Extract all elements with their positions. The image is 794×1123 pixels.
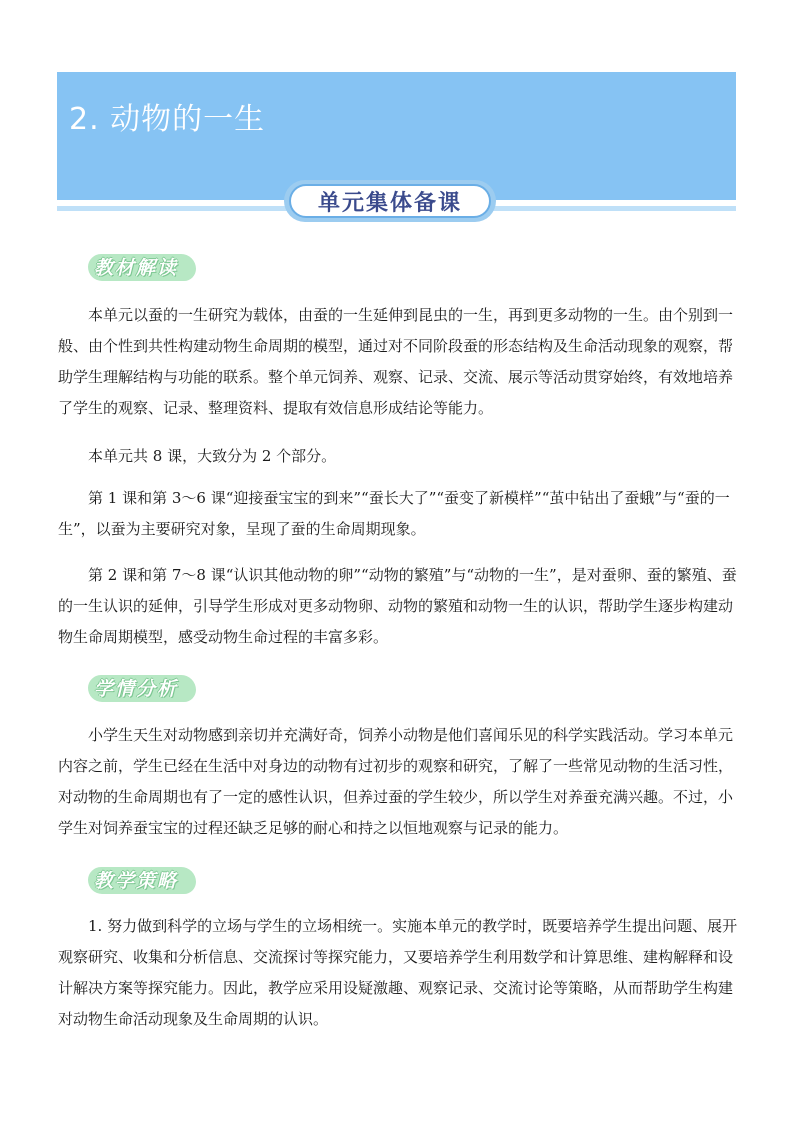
- paragraph: 本单元以蚕的一生研究为载体，由蚕的一生延伸到昆虫的一生，再到更多动物的一生。由个别到一般、由个性到共性构建动物生命周期的模型，通过对不同阶段蚕的形态结构及生命活动现象的观察，帮助学生理解结构与功能的联系。整个单元饲养、观察、记录、交流、展示等活动贯穿始终，有效地培养了学生的观察、记录、整理资料、提取有效信息形成结论等能力。: [58, 306, 734, 417]
- chapter-title: 2. 动物的一生: [69, 102, 266, 137]
- paragraph: 1. 努力做到科学的立场与学生的立场相统一。实施本单元的教学时，既要培养学生提出问题、展开观察研究、收集和分析信息、交流探讨等探究能力，又要培养学生利用数学和计算思维、建构解释和设计解决方案等探究能力。因此，教学应采用设疑激趣、观察记录、交流讨论等策略，从而帮助学生构建对动物生命活动现象及生命周期的认识。: [58, 917, 738, 1028]
- paragraph: 本单元共 8 课，大致分为 2 个部分。: [88, 447, 337, 465]
- paragraph: 小学生天生对动物感到亲切并充满好奇，饲养小动物是他们喜闻乐见的科学实践活动。学习本单元内容之前，学生已经在生活中对身边的动物有过初步的观察和研究，了解了一些常见动物的生活习性，对动物的生命周期也有了一定的感性认识，但养过蚕的学生较少，所以学生对养蚕充满兴趣。不过，小学生对饲养蚕宝宝的过程还缺乏足够的耐心和持之以恒地观察与记录的能力。: [58, 726, 734, 837]
- section-label: 教材解读: [94, 257, 179, 279]
- paragraph: 第 2 课和第 7～8 课“认识其他动物的卵”“动物的繁殖”与“动物的一生”，是对蚕卵、蚕的繁殖、蚕的一生认识的延伸，引导学生形成对更多动物卵、动物的繁殖和动物一生的认识，帮助学生逐步构建动物生命周期模型，感受动物生命过程的丰富多彩。: [58, 566, 737, 646]
- unit-pill: [284, 180, 496, 222]
- section-badge-students: [88, 672, 198, 704]
- section-badge-strategy: [88, 864, 198, 896]
- section-badge-textbook: [88, 251, 198, 283]
- section-label: 学情分析: [94, 678, 179, 700]
- paragraph: 第 1 课和第 3～6 课“迎接蚕宝宝的到来”“蚕长大了”“蚕变了新模样”“茧中钻出了蚕蛾”与“蚕的一生”，以蚕为主要研究对象，呈现了蚕的生命周期现象。: [58, 489, 730, 538]
- section-label: 教学策略: [94, 870, 179, 892]
- unit-pill-label: 单元集体备课: [289, 184, 491, 218]
